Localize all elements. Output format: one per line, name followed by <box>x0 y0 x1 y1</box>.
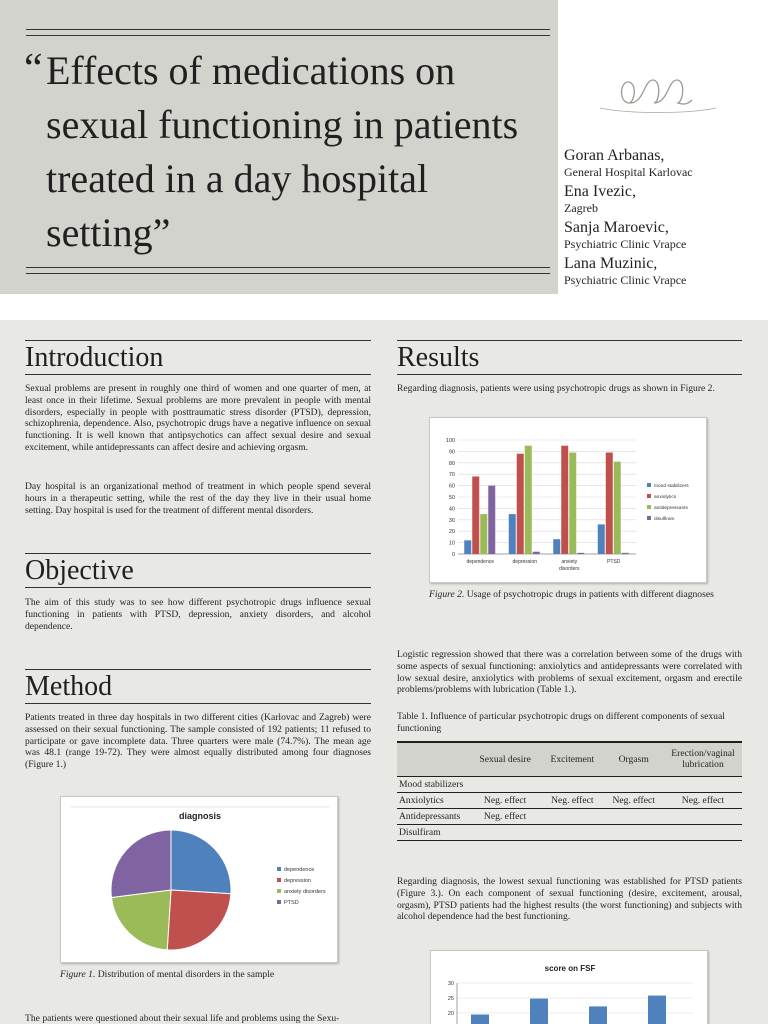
bar <box>530 999 548 1024</box>
legend-label: antidepressants <box>654 506 688 511</box>
results-paragraph-1: Regarding diagnosis, patients were using psychotropic drugs as shown in Figure 2. <box>397 383 715 394</box>
figure-1-caption-text: Distribution of mental disorders in the sample <box>95 969 275 980</box>
close-quote: ” <box>152 210 171 255</box>
y-tick-label: 10 <box>448 540 455 547</box>
objective-heading: Objective <box>25 553 371 588</box>
flourish-ornament <box>598 68 718 118</box>
objective-paragraph: The aim of this study was to see how different psychotropic drugs influence sexual functioning in patients with PTSD, depression, anxiety disorders, and alcohol dependence. <box>25 597 371 632</box>
bar <box>614 462 621 554</box>
author-2 <box>564 182 768 216</box>
author-name: Ena Ivezic, <box>564 183 636 200</box>
y-tick-label: 60 <box>448 483 455 490</box>
y-tick-label: 30 <box>448 517 455 524</box>
author-3 <box>564 218 768 252</box>
pie-title: diagnosis <box>178 811 222 821</box>
table-header-cell: Sexual desire <box>479 753 531 765</box>
figure-2-label: Figure 2. <box>429 589 465 600</box>
legend-label: dependence <box>284 867 315 873</box>
bar-chart-svg <box>430 418 708 584</box>
legend-label: disulfiram <box>654 517 675 522</box>
bar <box>553 539 560 554</box>
y-tick-label: 70 <box>448 472 455 479</box>
results-paragraph-2: Logistic regression showed that there was a correlation between some of the drugs with some aspects of sexual functioning: anxiolytics and antidepressants were correlated with low sexual desire, anxiolytics with problems of sexual excitement, orgasm and erectile problems/problems with lubrication (Table 1.). <box>397 649 742 696</box>
author-list <box>564 146 768 290</box>
table-header-cell: Erection/vaginal lubrication <box>671 748 735 771</box>
bar <box>622 553 629 554</box>
fsf-chart-svg <box>431 951 709 1024</box>
legend-swatch <box>647 494 651 498</box>
bar <box>525 446 532 554</box>
pie-chart-svg <box>61 797 339 964</box>
bar <box>606 453 613 554</box>
legend-swatch <box>277 889 281 893</box>
author-1 <box>564 146 768 180</box>
legend-label: PTSD <box>284 900 299 906</box>
legend-swatch <box>647 483 651 487</box>
y-tick-label: 40 <box>448 506 455 513</box>
method-paragraph-2: The patients were questioned about their sexual life and problems using the Sexu- <box>25 1013 340 1024</box>
legend-label: mood stabilizers <box>654 484 689 489</box>
legend-swatch <box>277 900 281 904</box>
table-cell: Neg. effect <box>612 794 655 806</box>
figure-1-caption <box>60 969 360 981</box>
legend-swatch <box>647 516 651 520</box>
poster-title <box>24 44 546 260</box>
figure-1-pie-chart <box>60 796 338 963</box>
table-cell: Neg. effect <box>551 794 594 806</box>
bar <box>464 540 471 554</box>
table-row-label: Disulfiram <box>399 826 441 838</box>
x-tick-label: PTSD <box>607 559 621 565</box>
author-name: Sanja Maroevic, <box>564 219 669 236</box>
bar <box>471 1015 489 1024</box>
table-1-caption: Table 1. Influence of particular psychotropic drugs on different components of sexual functioning <box>397 711 725 734</box>
y-tick-label: 0 <box>451 552 455 558</box>
results-heading: Results <box>397 340 742 375</box>
authors-panel <box>558 0 768 294</box>
author-affiliation: Psychiatric Clinic Vrapce <box>564 273 687 287</box>
x-tick-label: depression <box>512 559 537 565</box>
y-tick-label: 30 <box>447 981 454 987</box>
table-cell: Neg. effect <box>681 794 725 806</box>
table-cell <box>664 808 742 824</box>
legend-swatch <box>647 505 651 509</box>
y-tick-label: 50 <box>448 495 455 501</box>
x-tick-label: dependence <box>466 559 495 565</box>
bar <box>577 553 584 554</box>
table-row <box>397 808 742 824</box>
author-name: Lana Muzinic, <box>564 255 658 272</box>
table-1 <box>397 741 742 841</box>
table-header-row <box>397 742 742 776</box>
x-tick-label: disorders <box>558 566 580 572</box>
bar <box>509 514 516 554</box>
bar <box>488 486 495 554</box>
table-header-cell: Excitement <box>550 753 595 765</box>
title-panel <box>0 0 558 294</box>
results-paragraph-3: Regarding diagnosis, the lowest sexual functioning was established for PTSD patients (Figure 3.). On each component of sexual functioning (desire, excitement, arousal, orgasm), PTSD patients had the highest results (the worst functioning) and subjects with alcohol dependence had the best functioning. <box>397 876 742 923</box>
author-4 <box>564 254 768 288</box>
introduction-heading: Introduction <box>25 340 371 375</box>
table-cell <box>469 776 541 792</box>
table-cell: Neg. effect <box>483 810 527 822</box>
table-row <box>397 776 742 792</box>
y-tick-label: 20 <box>447 1011 454 1017</box>
pie-slice <box>167 890 231 950</box>
title-text: Effects of medications on sexual functioning in patients treated in a day hospital setting <box>46 48 519 255</box>
table-row <box>397 792 742 808</box>
introduction-paragraph-1: Sexual problems are present in roughly one third of women and one quarter of men, at least once in their lifetime. Sexual problems are more prevalent in people with mental disorders, especially in people with posttraumatic stress disorder (PTSD), depression, schizophrenia, dependence. Also, psychotropic drugs have a negative influence on sexual functioning. It is well known that antipsychotics can affect sexual desire and sexual excitement, while antidepressants can affect desire and achieving orgasm. <box>25 383 371 453</box>
figure-1-label: Figure 1. <box>60 969 96 980</box>
pie-slice <box>111 890 171 950</box>
table-row-label: Anxiolytics <box>399 794 444 806</box>
table-header-cell: Orgasm <box>618 753 649 765</box>
table-cell <box>603 776 664 792</box>
x-tick-label: anxiety <box>561 559 578 565</box>
y-tick-label: 80 <box>448 460 455 467</box>
bar <box>561 446 568 554</box>
author-affiliation: Zagreb <box>564 201 598 215</box>
fsf-title: score on FSF <box>544 964 596 973</box>
bar <box>648 996 666 1024</box>
figure-2-caption-text: Usage of psychotropic drugs in patients with different diagnoses <box>464 589 714 600</box>
table-cell <box>541 776 603 792</box>
table-row-label: Antidepressants <box>399 810 461 822</box>
figure-2-bar-chart <box>429 417 707 583</box>
bar <box>480 514 487 554</box>
table-row-label: Mood stabilizers <box>399 778 464 790</box>
legend-label: depression <box>284 878 311 884</box>
legend-swatch <box>277 867 281 871</box>
y-tick-label: 90 <box>448 449 455 456</box>
title-rule-bottom <box>26 267 550 274</box>
y-tick-label: 20 <box>448 529 455 536</box>
figure-3-bar-chart <box>430 950 708 1024</box>
bar <box>533 552 540 554</box>
legend-swatch <box>277 878 281 882</box>
table-cell <box>603 824 664 840</box>
table-cell <box>541 824 603 840</box>
author-name: Goran Arbanas, <box>564 147 665 164</box>
author-affiliation: General Hospital Karlovac <box>564 165 693 179</box>
table-cell <box>541 808 603 824</box>
bar <box>472 476 479 554</box>
bar <box>517 454 524 554</box>
method-paragraph-1: Patients treated in three day hospitals in two different cities (Karlovac and Zagreb) were assessed on their sexual functioning. The sample consisted of 192 patients; 11 refused to participate or gave incomplete data. Three quarters were male (74.7%). The mean age was 48.1 (range 19-72). They were almost equally distributed among four diagnoses (Figure 1.) <box>25 712 371 771</box>
y-tick-label: 100 <box>445 438 455 444</box>
bar <box>569 453 576 554</box>
legend-label: anxiolytics <box>654 495 677 500</box>
pie-slice <box>111 830 171 898</box>
y-tick-label: 25 <box>447 996 454 1002</box>
bar <box>589 1006 607 1024</box>
pie-slice <box>171 830 231 894</box>
legend-label: anxiety disorders <box>284 889 326 895</box>
open-quote: “ <box>24 46 43 92</box>
table-cell <box>603 808 664 824</box>
table-cell <box>664 776 742 792</box>
bar <box>598 524 605 554</box>
title-rule-top <box>26 29 550 36</box>
white-band <box>0 294 768 320</box>
figure-2-caption <box>429 589 719 601</box>
table-header-cell <box>397 742 469 776</box>
method-heading: Method <box>25 669 371 704</box>
author-affiliation: Psychiatric Clinic Vrapce <box>564 237 687 251</box>
table-cell <box>469 824 541 840</box>
table-cell <box>664 824 742 840</box>
table-cell: Neg. effect <box>483 794 527 806</box>
table-row <box>397 824 742 840</box>
introduction-paragraph-2: Day hospital is an organizational method of treatment in which people spend several hours in a therapeutic setting, while the rest of the day they live in their usual home setting. Day hospital is used for the treatment of different mental disorders. <box>25 481 371 516</box>
